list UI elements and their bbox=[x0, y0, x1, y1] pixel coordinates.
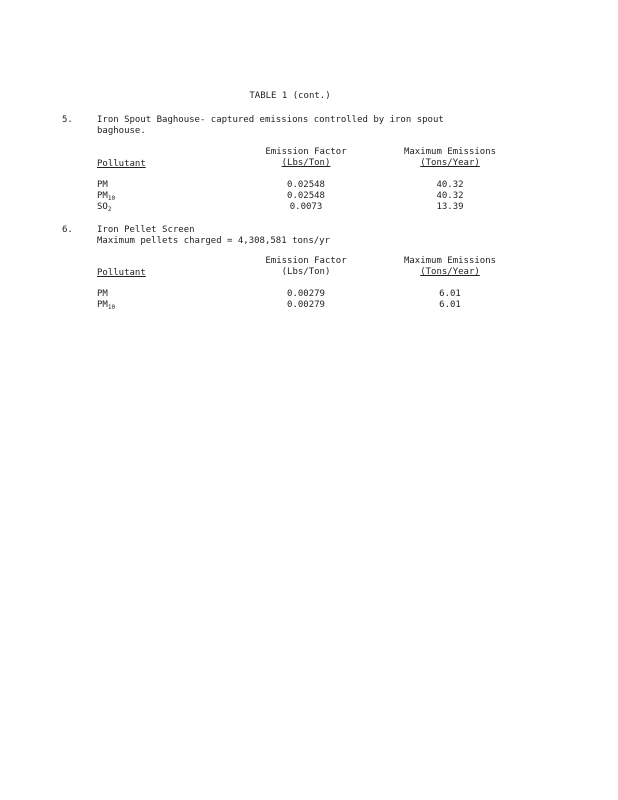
column-header-emission-factor-units: (Lbs/Ton) bbox=[281, 267, 331, 277]
section-heading-continued: baghouse. bbox=[97, 126, 146, 136]
column-header-emission-factor-units: (Lbs/Ton) bbox=[281, 158, 331, 168]
maximum-emissions-value: 6.01 bbox=[439, 300, 461, 310]
emission-factor-value: 0.0073 bbox=[289, 202, 323, 212]
pollutant-name: PM bbox=[97, 191, 108, 201]
section-heading-continued: Maximum pellets charged = 4,308,581 tons/yr bbox=[97, 236, 330, 246]
emission-factor-value: 0.00279 bbox=[287, 289, 325, 299]
column-header-pollutant: Pollutant bbox=[97, 268, 146, 278]
emission-factor-value: 0.02548 bbox=[287, 180, 325, 190]
pollutant-name: PM bbox=[97, 180, 108, 190]
maximum-emissions-value: 40.32 bbox=[436, 191, 464, 201]
column-header-maximum-emissions: Maximum Emissions bbox=[403, 147, 497, 157]
section-number: 6. bbox=[62, 225, 73, 235]
pollutant-name: SO bbox=[97, 202, 108, 212]
column-header-emission-factor: Emission Factor bbox=[265, 147, 347, 157]
column-header-pollutant: Pollutant bbox=[97, 159, 146, 169]
section-number: 5. bbox=[62, 115, 73, 125]
pollutant-subscript: 10 bbox=[107, 304, 116, 311]
pollutant-subscript: 2 bbox=[107, 206, 112, 213]
table-title: TABLE 1 (cont.) bbox=[249, 91, 331, 101]
emission-factor-value: 0.00279 bbox=[287, 300, 325, 310]
maximum-emissions-value: 6.01 bbox=[439, 289, 461, 299]
maximum-emissions-value: 13.39 bbox=[436, 202, 464, 212]
column-header-maximum-emissions: Maximum Emissions bbox=[403, 256, 497, 266]
maximum-emissions-value: 40.32 bbox=[436, 180, 464, 190]
column-header-maximum-emissions-units: (Tons/Year) bbox=[420, 158, 480, 168]
column-header-maximum-emissions-units: (Tons/Year) bbox=[420, 267, 480, 277]
section-heading: Iron Pellet Screen bbox=[97, 225, 195, 235]
pollutant-name: PM bbox=[97, 300, 108, 310]
section-heading: Iron Spout Baghouse- captured emissions controlled by iron spout bbox=[97, 115, 444, 125]
pollutant-name: PM bbox=[97, 289, 108, 299]
pollutant-subscript: 10 bbox=[107, 195, 116, 202]
emission-factor-value: 0.02548 bbox=[287, 191, 325, 201]
column-header-emission-factor: Emission Factor bbox=[265, 256, 347, 266]
